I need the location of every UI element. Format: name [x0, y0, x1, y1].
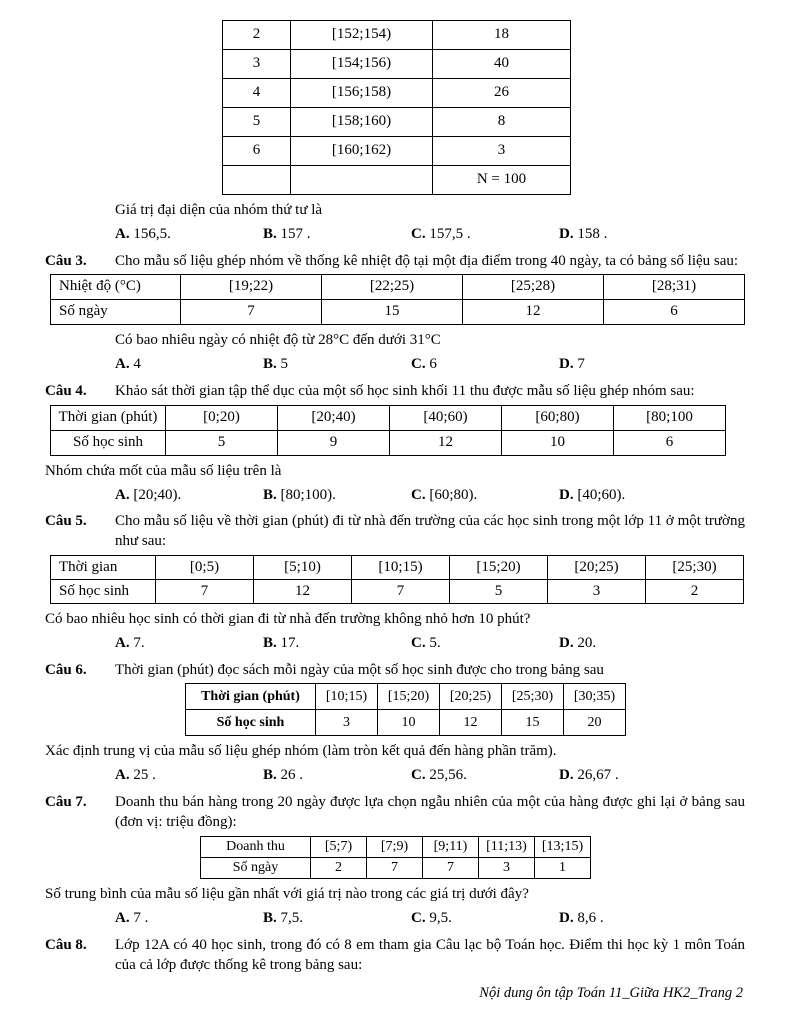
table-cell: [20;40): [278, 405, 390, 430]
option-letter: C.: [411, 910, 430, 927]
question-header: [45, 793, 745, 833]
question-number: Câu 4.: [45, 382, 87, 399]
table-row: [51, 555, 744, 579]
question-stem: Cho mẫu số liệu về thời gian (phút) đi từ nhà đến trường của các học sinh trong một lớp 11 ở một trường như sau:: [115, 513, 745, 550]
table-cell: 3: [316, 710, 378, 736]
answer-option: [263, 355, 411, 375]
question-block-cau6: [45, 661, 745, 786]
table-row: [223, 137, 571, 166]
table-cell: 6: [223, 137, 291, 166]
option-letter: A.: [115, 356, 134, 373]
answer-options-row: [115, 909, 745, 929]
table-cell: [25;28): [463, 275, 604, 300]
table-cell: 3: [479, 858, 535, 879]
answer-options-row: [115, 355, 745, 375]
option-letter: D.: [559, 225, 578, 242]
option-text: 5.: [429, 634, 441, 651]
table-row: [223, 166, 571, 195]
table-cell: N = 100: [433, 166, 571, 195]
option-text: 20.: [577, 634, 597, 651]
option-text: 6: [429, 356, 437, 373]
table-cell: [5;10): [254, 555, 352, 579]
table-cell: Số học sinh: [51, 579, 156, 603]
table-cell: [7;9): [367, 836, 423, 857]
table-row: [51, 430, 726, 455]
answer-option: [411, 766, 559, 786]
answer-option: [411, 355, 559, 375]
table-row: [201, 858, 591, 879]
table-cell: [160;162): [291, 137, 433, 166]
table-cell: [0;20): [166, 405, 278, 430]
answer-option: [559, 634, 707, 654]
answer-option: [559, 909, 707, 929]
table-cell: [28;31): [604, 275, 745, 300]
table-cell: 7: [156, 579, 254, 603]
option-text: 25,56.: [429, 767, 467, 784]
table-cell: Thời gian (phút): [51, 405, 166, 430]
table-cell: 3: [548, 579, 646, 603]
option-letter: D.: [559, 634, 578, 651]
option-text: 7 .: [133, 910, 149, 927]
table-cell: 15: [502, 710, 564, 736]
revenue-table: [200, 836, 591, 880]
table-cell: [156;158): [291, 79, 433, 108]
table-cell: 1: [535, 858, 591, 879]
option-letter: C.: [411, 634, 430, 651]
question-header: [45, 936, 745, 976]
option-letter: D.: [559, 910, 578, 927]
option-text: 5: [280, 356, 289, 373]
table-cell: 4: [223, 79, 291, 108]
question-header: [45, 661, 745, 681]
answer-option: [411, 909, 559, 929]
answer-options-row: [115, 634, 745, 654]
table-row: [223, 79, 571, 108]
table-cell: 12: [390, 430, 502, 455]
table-cell: [60;80): [502, 405, 614, 430]
option-letter: A.: [115, 910, 134, 927]
table-cell: 5: [450, 579, 548, 603]
option-letter: B.: [263, 486, 281, 503]
sub-question: Xác định trung vị của mẫu số liệu ghép nhóm (làm tròn kết quả đến hàng phần trăm).: [45, 743, 557, 760]
table-cell: [223, 166, 291, 195]
option-text: [40;60).: [577, 486, 626, 503]
table-cell: 3: [223, 50, 291, 79]
question-stem: Thời gian (phút) đọc sách mỗi ngày của một số học sinh được cho trong bảng sau: [115, 661, 604, 678]
table-cell: 6: [604, 300, 745, 325]
option-letter: A.: [115, 767, 134, 784]
table-cell: 10: [378, 710, 440, 736]
answer-option: [559, 766, 707, 786]
table-cell: [9;11): [423, 836, 479, 857]
question-stem: Lớp 12A có 40 học sinh, trong đó có 8 em tham gia Câu lạc bộ Toán học. Điểm thi học kỳ 1 môn Toán của cả lớp được thống kê trong bảng sau:: [115, 937, 745, 973]
option-text: 158 .: [577, 225, 608, 242]
answer-option: [115, 909, 263, 929]
question-number: Câu 3.: [45, 252, 87, 269]
question-number: Câu 5.: [45, 513, 87, 530]
sub-question: Số trung bình của mẫu số liệu gần nhất với giá trị nào trong các giá trị dưới đây?: [45, 886, 529, 903]
question-block-cau4: [45, 382, 745, 505]
table-cell: [15;20): [378, 684, 440, 710]
question-stem: Cho mẫu số liệu ghép nhóm về thống kê nhiệt độ tại một địa điểm trong 40 ngày, ta có bảng số liệu sau:: [115, 252, 739, 269]
answer-option: [115, 486, 263, 506]
question-number: Câu 8.: [45, 937, 87, 954]
table-cell: [20;25): [548, 555, 646, 579]
answer-options-row: [115, 486, 745, 506]
option-text: 7.: [133, 634, 145, 651]
table-row: [51, 579, 744, 603]
table-cell: [10;15): [316, 684, 378, 710]
answer-options-row: [115, 766, 745, 786]
table-cell: [152;154): [291, 21, 433, 50]
table-cell: Thời gian: [51, 555, 156, 579]
table-cell: 7: [367, 858, 423, 879]
option-text: 7: [577, 356, 585, 373]
table-cell: 7: [352, 579, 450, 603]
temperature-table: [50, 274, 745, 325]
answer-option: [263, 909, 411, 929]
table-row: [186, 684, 626, 710]
answer-option: [559, 355, 707, 375]
option-text: 157,5 .: [429, 225, 471, 242]
table-cell: [291, 166, 433, 195]
option-text: [60;80).: [429, 486, 478, 503]
table-cell: [154;156): [291, 50, 433, 79]
answer-option: [115, 634, 263, 654]
question-stem: Khảo sát thời gian tập thể dục của một số học sinh khối 11 thu được mẫu số liệu ghép nhóm sau:: [115, 382, 695, 399]
table-row: [223, 108, 571, 137]
table-cell: 8: [433, 108, 571, 137]
table-cell: 7: [181, 300, 322, 325]
option-text: 9,5.: [429, 910, 452, 927]
option-letter: D.: [559, 486, 578, 503]
table-cell: 40: [433, 50, 571, 79]
table-cell: 12: [440, 710, 502, 736]
table-row: [51, 275, 745, 300]
option-letter: D.: [559, 356, 578, 373]
table-cell: [10;15): [352, 555, 450, 579]
sub-question: Có bao nhiêu ngày có nhiệt độ từ 28°C đến dưới 31°C: [115, 332, 441, 349]
option-text: [80;100).: [280, 486, 336, 503]
option-text: 17.: [280, 634, 300, 651]
option-letter: B.: [263, 767, 281, 784]
table-cell: 3: [433, 137, 571, 166]
option-text: 156,5.: [133, 225, 171, 242]
table-cell: [22;25): [322, 275, 463, 300]
option-letter: C.: [411, 486, 430, 503]
option-text: [20;40).: [133, 486, 182, 503]
table-cell: Số học sinh: [186, 710, 316, 736]
sub-question: Có bao nhiêu học sinh có thời gian đi từ nhà đến trường không nhỏ hơn 10 phút?: [45, 610, 531, 627]
option-letter: A.: [115, 225, 134, 242]
table-cell: 10: [502, 430, 614, 455]
table-cell: Số ngày: [201, 858, 311, 879]
table-cell: 12: [463, 300, 604, 325]
table-cell: 5: [166, 430, 278, 455]
question-block-cau5: [45, 512, 745, 653]
table-cell: 2: [223, 21, 291, 50]
question-number: Câu 7.: [45, 793, 87, 810]
option-text: 4: [133, 356, 141, 373]
table-cell: Số học sinh: [51, 430, 166, 455]
table-cell: [25;30): [502, 684, 564, 710]
sub-question: Nhóm chứa mốt của mẫu số liệu trên là: [45, 462, 282, 479]
table-cell: 5: [223, 108, 291, 137]
answer-option: [411, 486, 559, 506]
answer-option: [411, 225, 559, 245]
option-letter: A.: [115, 486, 134, 503]
table-cell: [40;60): [390, 405, 502, 430]
option-text: 26 .: [280, 767, 304, 784]
table-cell: 18: [433, 21, 571, 50]
table-cell: 20: [564, 710, 626, 736]
question-header: [45, 252, 745, 272]
answer-option: [115, 355, 263, 375]
intro-question-text: Giá trị đại diện của nhóm thứ tư là: [115, 202, 323, 218]
answer-option: [115, 225, 263, 245]
table-cell: 9: [278, 430, 390, 455]
answer-option: [559, 225, 707, 245]
table-cell: [20;25): [440, 684, 502, 710]
table-cell: Nhiệt độ (°C): [51, 275, 181, 300]
answer-option: [115, 766, 263, 786]
table-cell: Số ngày: [51, 300, 181, 325]
page-footer: Nội dung ôn tập Toán 11_Giữa HK2_Trang 2: [479, 984, 743, 1001]
answer-option: [559, 486, 707, 506]
option-text: 8,6 .: [577, 910, 604, 927]
table-row: [51, 405, 726, 430]
option-letter: C.: [411, 767, 430, 784]
travel-time-table: [50, 555, 744, 604]
table-cell: 7: [423, 858, 479, 879]
table-cell: 26: [433, 79, 571, 108]
table-cell: [5;7): [311, 836, 367, 857]
table-cell: [30;35): [564, 684, 626, 710]
option-letter: B.: [263, 910, 281, 927]
table-row: [186, 710, 626, 736]
question-block-cau8: [45, 936, 745, 976]
table-row: [51, 300, 745, 325]
option-text: 25 .: [133, 767, 156, 784]
option-letter: B.: [263, 634, 281, 651]
answer-option: [263, 634, 411, 654]
table-cell: [0;5): [156, 555, 254, 579]
answer-option: [263, 225, 411, 245]
option-text: 7,5.: [280, 910, 304, 927]
question-stem: Doanh thu bán hàng trong 20 ngày được lựa chọn ngẫu nhiên của một của hàng được ghi lại ở bảng sau (đơn vị: triệu đồng):: [115, 793, 745, 830]
table-cell: Doanh thu: [201, 836, 311, 857]
table-cell: [15;20): [450, 555, 548, 579]
table-cell: 15: [322, 300, 463, 325]
option-letter: C.: [411, 225, 430, 242]
answer-option: [263, 766, 411, 786]
table-row: [201, 836, 591, 857]
option-letter: A.: [115, 634, 134, 651]
answer-option: [263, 486, 411, 506]
option-text: 157 .: [280, 225, 311, 242]
table-cell: Thời gian (phút): [186, 684, 316, 710]
option-letter: B.: [263, 225, 281, 242]
table-cell: [158;160): [291, 108, 433, 137]
table-cell: 2: [646, 579, 744, 603]
reading-time-table: [185, 683, 626, 736]
table-cell: [13;15): [535, 836, 591, 857]
question-header: [45, 512, 745, 552]
question-number: Câu 6.: [45, 661, 87, 678]
question-block-cau3: [45, 252, 745, 375]
table-cell: [19;22): [181, 275, 322, 300]
table-cell: [80;100: [614, 405, 726, 430]
table-cell: 6: [614, 430, 726, 455]
height-frequency-table: [222, 20, 571, 195]
option-letter: B.: [263, 356, 281, 373]
exercise-time-table: [50, 405, 726, 456]
option-letter: D.: [559, 767, 578, 784]
option-text: 26,67 .: [577, 767, 619, 784]
table-row: [223, 50, 571, 79]
table-cell: [25;30): [646, 555, 744, 579]
question-header: [45, 382, 745, 402]
table-cell: 12: [254, 579, 352, 603]
table-row: [223, 21, 571, 50]
question-block-cau7: [45, 793, 745, 929]
answer-options-row: [115, 225, 745, 245]
option-letter: C.: [411, 356, 430, 373]
table-cell: [11;13): [479, 836, 535, 857]
table-cell: 2: [311, 858, 367, 879]
answer-option: [411, 634, 559, 654]
